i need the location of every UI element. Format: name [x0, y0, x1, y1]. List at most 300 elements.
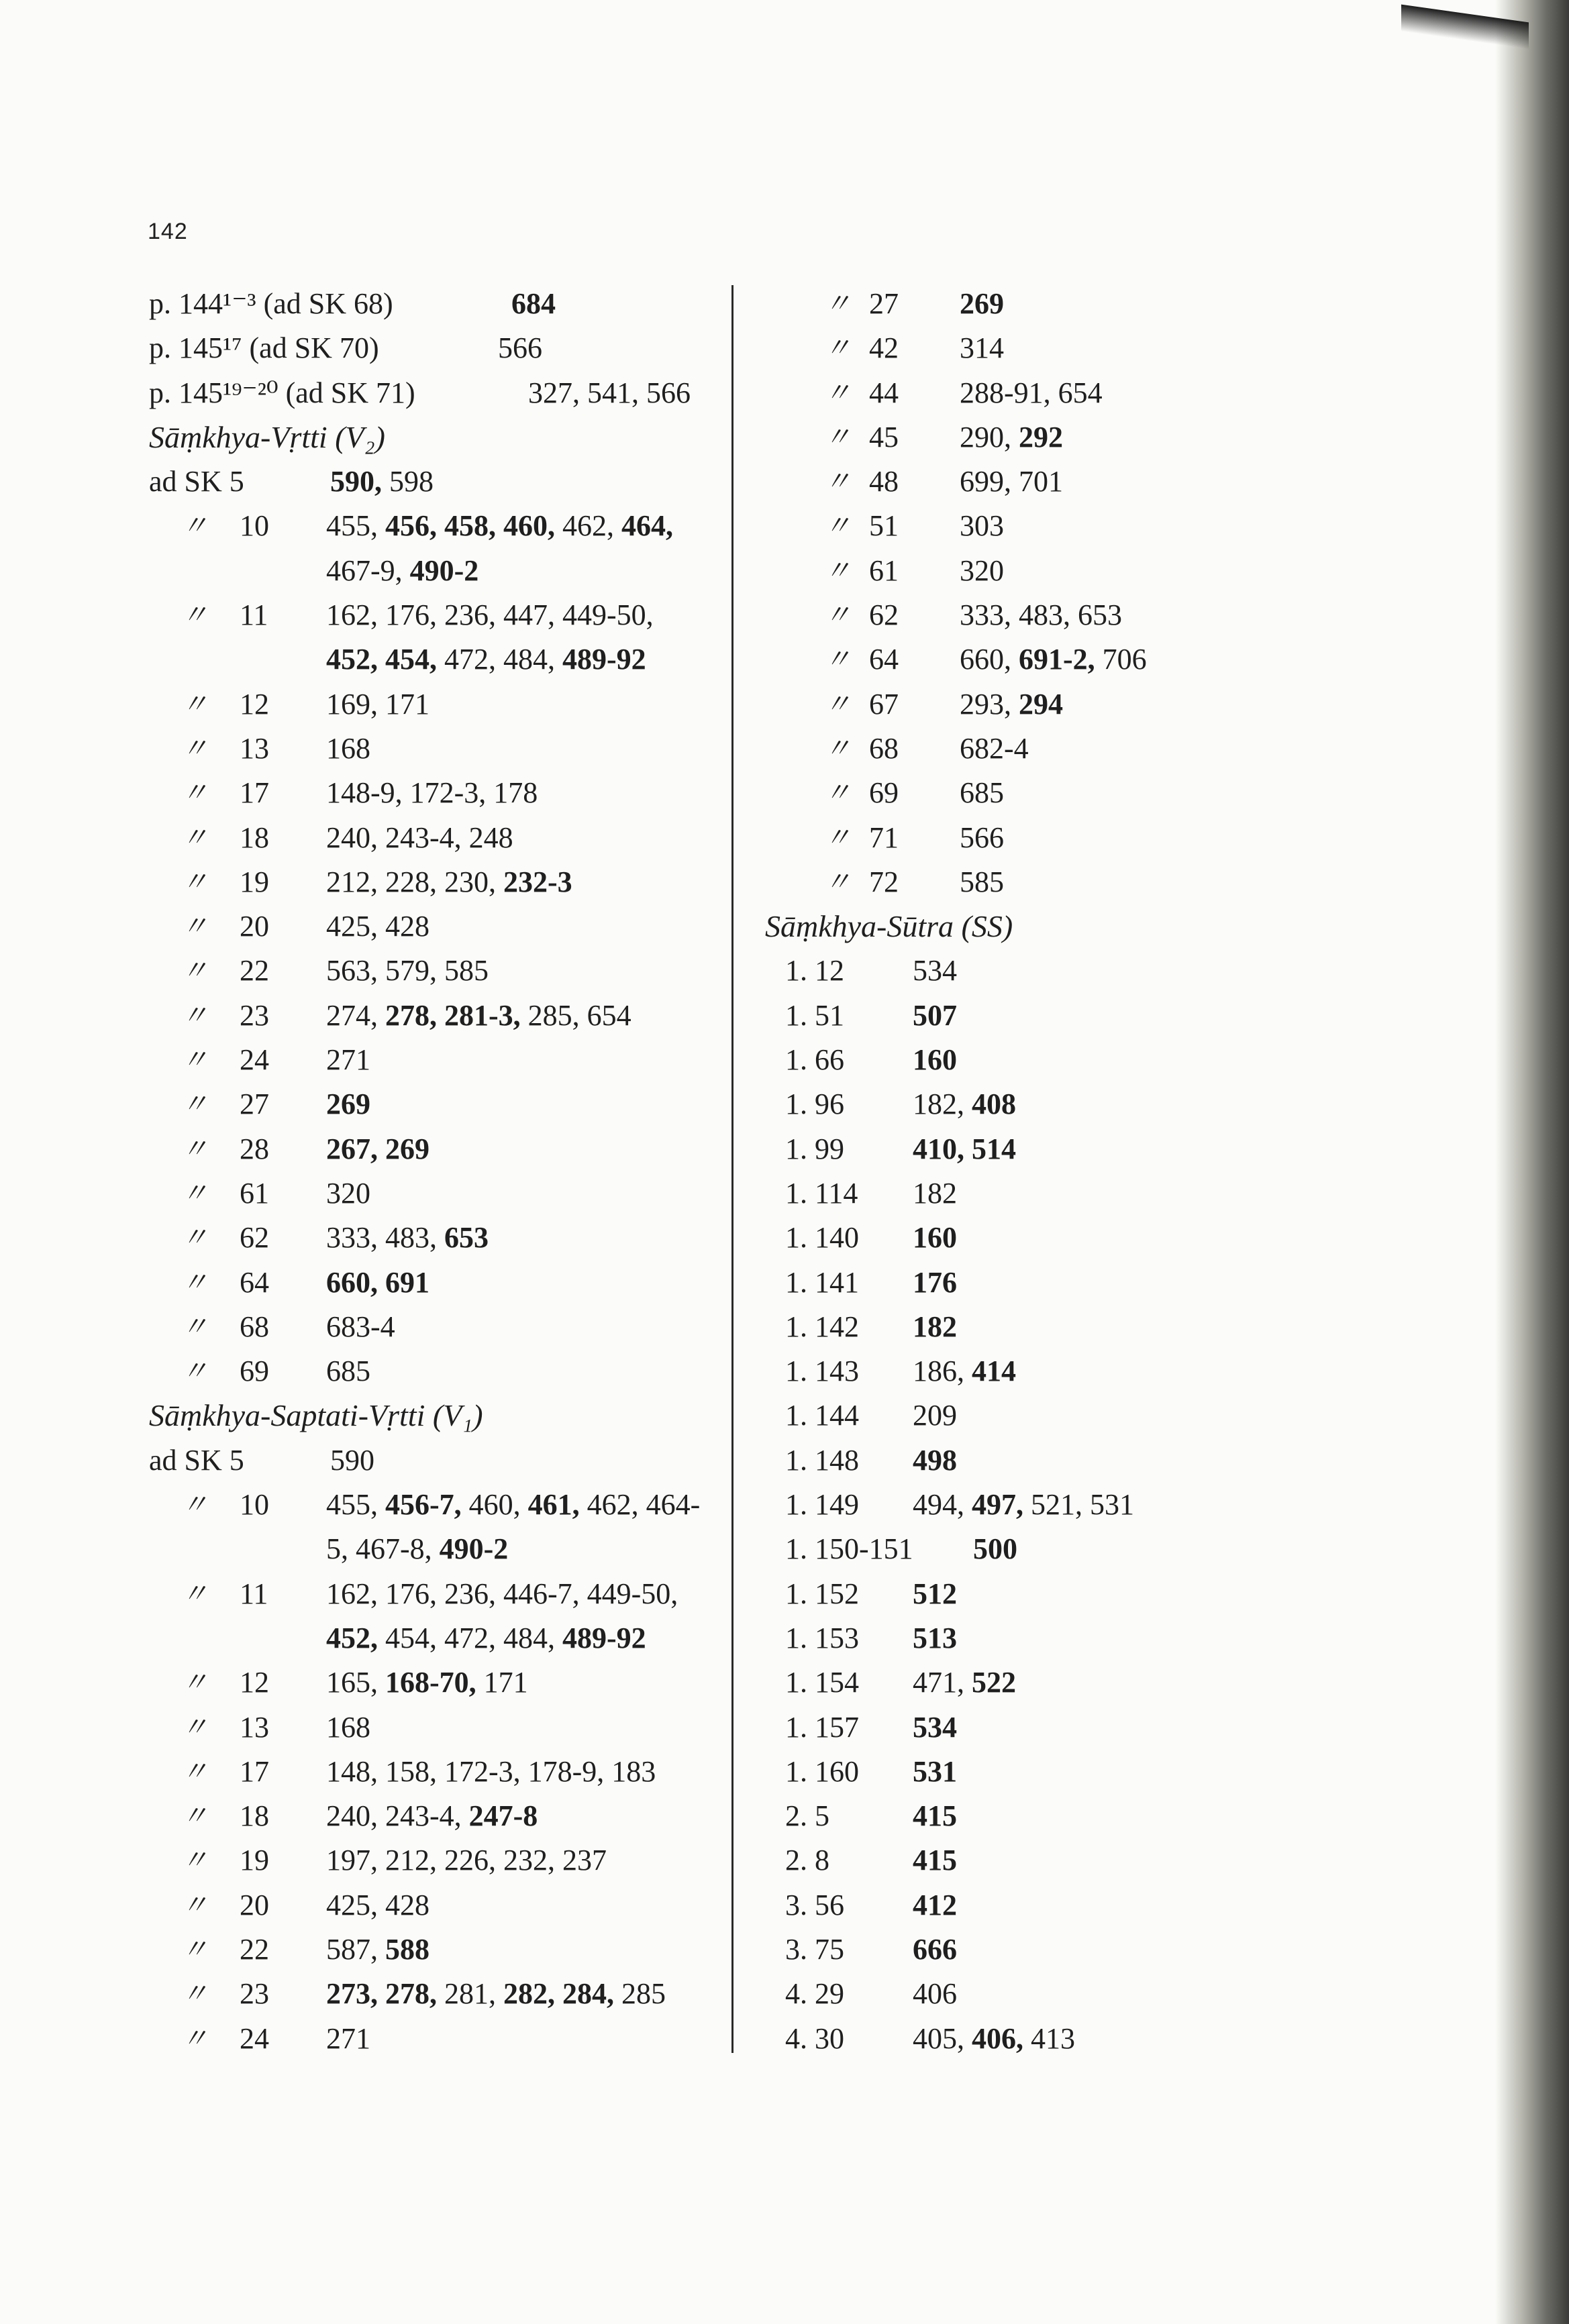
index-entry [765, 1527, 1369, 1571]
index-entry [149, 282, 719, 326]
index-entry [765, 1082, 1369, 1126]
page-references [326, 860, 572, 904]
verse-number: 72 [869, 865, 899, 898]
index-entry [149, 994, 719, 1038]
index-entry [765, 1171, 1369, 1216]
page-ref-bold: 660, 691 [326, 1265, 429, 1299]
page-ref-bold: 512 [913, 1577, 957, 1610]
page-references [960, 371, 1103, 415]
page-ref: 462, [555, 509, 621, 543]
verse-number: 24 [240, 2021, 269, 2055]
ditto-mark: 〃 [181, 2023, 208, 2054]
page-ref-bold: 684 [511, 287, 556, 320]
entry-reference: ad SK 5 [149, 1443, 244, 1477]
index-entry [765, 1438, 1369, 1483]
page-ref: 471, [913, 1666, 972, 1699]
page-ref: 566 [498, 331, 542, 365]
page-ref: 590 [330, 1443, 374, 1477]
page-ref-bold: 489-92 [562, 643, 646, 676]
index-entry [149, 1572, 719, 1616]
page-ref: 169, 171 [326, 687, 429, 721]
page-references [330, 1438, 374, 1483]
section-title: Sāṃkhya-Sūtra (SS) [765, 909, 1013, 944]
page-ref-bold: 232-3 [503, 865, 572, 898]
page-ref: 271 [326, 2021, 370, 2055]
ditto-mark: 〃 [824, 733, 851, 763]
sutra-number: 1. 153 [785, 1621, 859, 1654]
index-entry [149, 1171, 719, 1216]
ditto-mark: 〃 [824, 377, 851, 408]
page-references [913, 1838, 957, 1883]
page-ref: 660, [960, 643, 1019, 676]
index-entry [149, 682, 719, 727]
page-ref: 285, 654 [520, 998, 631, 1032]
index-entry [765, 637, 1369, 682]
index-entry [149, 549, 719, 593]
ditto-mark: 〃 [181, 1978, 208, 2009]
page-references [326, 1883, 429, 1927]
ditto-mark: 〃 [824, 466, 851, 497]
ditto-mark: 〃 [181, 733, 208, 763]
page-ref: 314 [960, 331, 1004, 365]
verse-number: 27 [869, 287, 899, 320]
page-ref-bold: 168-70, [385, 1666, 476, 1699]
page-ref: 197, 212, 226, 232, 237 [326, 1844, 607, 1877]
page-ref: 171 [476, 1666, 528, 1699]
verse-number: 67 [869, 687, 899, 721]
ditto-mark: 〃 [824, 822, 851, 853]
ditto-mark: 〃 [824, 688, 851, 719]
page-ref: 455, [326, 1488, 385, 1522]
ditto-mark: 〃 [181, 1133, 208, 1164]
page-ref: 699, 701 [960, 465, 1063, 498]
page-ref-bold: 489-92 [562, 1621, 646, 1654]
page-references [326, 1349, 370, 1393]
sutra-number: 1. 142 [785, 1310, 859, 1343]
page-ref-bold: 534 [913, 1710, 957, 1744]
verse-number: 71 [869, 821, 899, 854]
page-ref-bold: 531 [913, 1754, 957, 1788]
page-ref: 406 [913, 1977, 957, 2011]
page-ref: 209 [913, 1399, 957, 1432]
index-entry [765, 1216, 1369, 1260]
index-entry [149, 1038, 719, 1082]
page-references [913, 1794, 957, 1838]
page-ref: 162, 176, 236, 446-7, 449-50, [326, 1577, 678, 1610]
page-references [913, 1305, 957, 1349]
index-entry [149, 1438, 719, 1483]
page-ref: 413 [1023, 2021, 1075, 2055]
page-references [326, 1082, 370, 1126]
index-entry [765, 1705, 1369, 1750]
page-ref-bold: 292 [1019, 420, 1063, 454]
index-entry [765, 460, 1369, 504]
index-entry [765, 816, 1369, 860]
index-left-column [149, 282, 719, 2061]
page-references [326, 727, 370, 771]
sutra-number: 1. 143 [785, 1355, 859, 1388]
index-entry [149, 771, 719, 815]
verse-number: 61 [869, 553, 899, 587]
page-ref: 327, 541, 566 [528, 376, 691, 409]
index-entry [765, 860, 1369, 904]
page-ref-bold: 182 [913, 1310, 957, 1343]
verse-number: 17 [240, 1754, 269, 1788]
ditto-mark: 〃 [824, 778, 851, 808]
page-ref-bold: 490-2 [439, 1532, 509, 1566]
ditto-mark: 〃 [181, 911, 208, 942]
page-number: 142 [148, 219, 188, 244]
page-ref-bold: 408 [972, 1088, 1016, 1121]
page-ref-bold: 461, [527, 1488, 580, 1522]
page-ref: 467-9, [326, 553, 410, 587]
page-references [326, 1216, 489, 1260]
index-entry [149, 504, 719, 548]
page-references [973, 1527, 1017, 1571]
verse-number: 24 [240, 1043, 269, 1077]
index-entry [149, 1305, 719, 1349]
page-references [913, 1883, 957, 1927]
page-ref: 303 [960, 509, 1004, 543]
page-ref: 148, 158, 172-3, 178-9, 183 [326, 1754, 656, 1788]
index-entry [149, 1927, 719, 1972]
verse-number: 12 [240, 1666, 269, 1699]
ditto-mark: 〃 [824, 600, 851, 631]
page-ref: 598 [382, 465, 434, 498]
ditto-mark: 〃 [824, 555, 851, 586]
page-references [960, 460, 1063, 504]
page-ref: 168 [326, 731, 370, 765]
index-entry [149, 1972, 719, 2016]
ditto-mark: 〃 [181, 1356, 208, 1387]
verse-number: 10 [240, 509, 269, 543]
page-ref-bold: 500 [973, 1532, 1017, 1566]
page-ref: 521, 531 [1023, 1488, 1134, 1522]
sutra-number: 1. 66 [785, 1043, 844, 1077]
index-entry [149, 1750, 719, 1794]
page-ref: 271 [326, 1043, 370, 1077]
page-ref: 212, 228, 230, [326, 865, 503, 898]
sutra-number: 2. 8 [785, 1844, 829, 1877]
page-references [326, 1750, 656, 1794]
index-entry [765, 1127, 1369, 1171]
page-references [913, 1750, 957, 1794]
index-entry [149, 1883, 719, 1927]
page-ref: 168 [326, 1710, 370, 1744]
ditto-mark: 〃 [181, 1177, 208, 1208]
index-entry [149, 1483, 719, 1527]
page-references [913, 1261, 957, 1305]
verse-number: 20 [240, 1888, 269, 1921]
ditto-mark: 〃 [181, 822, 208, 853]
page-references [913, 1660, 1016, 1705]
index-entry [149, 1349, 719, 1393]
page-references [960, 549, 1004, 593]
sutra-number: 2. 5 [785, 1799, 829, 1833]
page-references [326, 593, 654, 637]
verse-number: 68 [240, 1310, 269, 1343]
sutra-number: 1. 144 [785, 1399, 859, 1432]
page-ref: 285 [614, 1977, 666, 2011]
verse-number: 23 [240, 1977, 269, 2011]
page-ref-bold: 456-7, [385, 1488, 462, 1522]
ditto-mark: 〃 [181, 1000, 208, 1031]
page-ref-bold: 497, [972, 1488, 1023, 1522]
index-entry [149, 1082, 719, 1126]
ditto-mark: 〃 [824, 511, 851, 541]
page-references [326, 771, 538, 815]
page-references [960, 682, 1063, 727]
page-ref: 425, 428 [326, 1888, 429, 1921]
sutra-number: 1. 114 [785, 1176, 858, 1210]
page-ref-bold: 294 [1019, 687, 1063, 721]
section-heading [149, 415, 719, 460]
ditto-mark: 〃 [181, 1801, 208, 1832]
ditto-mark: 〃 [181, 1311, 208, 1342]
page-ref: 706 [1095, 643, 1147, 676]
index-entry [765, 1261, 1369, 1305]
page-references [326, 904, 429, 949]
page-ref-bold: 273, 278, [326, 1977, 437, 2011]
ditto-mark: 〃 [181, 1711, 208, 1742]
sutra-number: 1. 12 [785, 954, 844, 988]
verse-number: 69 [240, 1355, 269, 1388]
page-references [913, 949, 957, 993]
page-references [913, 1483, 1134, 1527]
sutra-number: 1. 96 [785, 1088, 844, 1121]
verse-number: 64 [240, 1265, 269, 1299]
index-entry [149, 1616, 719, 1660]
page-ref-bold: 452, [326, 1621, 378, 1654]
index-entry [149, 1705, 719, 1750]
sutra-number: 1. 160 [785, 1754, 859, 1788]
entry-reference: p. 144¹⁻³ (ad SK 68) [149, 287, 393, 320]
page-ref-bold: 588 [385, 1932, 429, 1966]
verse-number: 12 [240, 687, 269, 721]
ditto-mark: 〃 [181, 1267, 208, 1298]
index-entry [765, 1038, 1369, 1082]
scan-edge-shadow [1495, 0, 1569, 2324]
page-references [330, 460, 434, 504]
entry-reference: p. 145¹⁹⁻²⁰ (ad SK 71) [149, 376, 415, 409]
page-ref-bold: 247-8 [468, 1799, 538, 1833]
page-ref: 494, [913, 1488, 972, 1522]
verse-number: 18 [240, 1799, 269, 1833]
sutra-number: 1. 99 [785, 1132, 844, 1165]
page-references [326, 1838, 607, 1883]
index-entry [149, 326, 719, 370]
section-title: Sāṃkhya-Vṛtti (V₂) [149, 419, 385, 454]
page-ref-bold: 278, 281-3, [385, 998, 521, 1032]
page-ref: 425, 428 [326, 910, 429, 943]
page-ref-bold: 415 [913, 1799, 957, 1833]
ditto-mark: 〃 [181, 1889, 208, 1920]
ditto-mark: 〃 [181, 1756, 208, 1787]
page-ref-bold: 410, 514 [913, 1132, 1016, 1165]
page-ref: 274, [326, 998, 385, 1032]
page-ref: 685 [960, 776, 1004, 810]
verse-number: 51 [869, 509, 899, 543]
ditto-mark: 〃 [824, 644, 851, 675]
page-references [913, 1438, 957, 1483]
sutra-number: 4. 30 [785, 2021, 844, 2055]
page-ref: 587, [326, 1932, 385, 1966]
verse-number: 11 [240, 1577, 268, 1610]
page-ref: 290, [960, 420, 1019, 454]
page-ref-bold: 498 [913, 1443, 957, 1477]
page-ref: 148-9, 172-3, 178 [326, 776, 538, 810]
index-entry [765, 682, 1369, 727]
index-entry [149, 371, 719, 415]
page-ref: 405, [913, 2021, 972, 2055]
index-entry [765, 1750, 1369, 1794]
page-references [960, 860, 1004, 904]
ditto-mark: 〃 [181, 511, 208, 541]
sutra-number: 1. 150-151 [785, 1532, 913, 1566]
index-entry [765, 1660, 1369, 1705]
page-ref-bold: 490-2 [409, 553, 479, 587]
page-ref: 460, [461, 1488, 528, 1522]
entry-reference: ad SK 5 [149, 465, 244, 498]
page-ref: 454, 472, 484, [378, 1621, 562, 1654]
page-ref: 320 [960, 553, 1004, 587]
page-ref-bold: 406, [972, 2021, 1023, 2055]
page-references [326, 1483, 700, 1527]
index-entry [149, 1794, 719, 1838]
index-entry [765, 771, 1369, 815]
page-references [326, 1794, 538, 1838]
page-references [913, 1705, 957, 1750]
page-ref: 685 [326, 1355, 370, 1388]
page-references [913, 1171, 957, 1216]
verse-number: 11 [240, 598, 268, 632]
section-heading [149, 1393, 719, 1438]
index-entry [149, 727, 719, 771]
page-ref-bold: 414 [972, 1355, 1016, 1388]
page-ref-bold: 412 [913, 1888, 957, 1921]
ditto-mark: 〃 [181, 1934, 208, 1964]
index-entry [149, 1216, 719, 1260]
verse-number: 19 [240, 1844, 269, 1877]
page-ref-bold: 269 [960, 287, 1004, 320]
ditto-mark: 〃 [181, 1578, 208, 1609]
index-entry [765, 1927, 1369, 1972]
sutra-number: 1. 140 [785, 1221, 859, 1255]
page-ref-bold: 176 [913, 1265, 957, 1299]
page-references [913, 1216, 957, 1260]
page-ref: 462, 464- [579, 1488, 701, 1522]
index-right-column [765, 282, 1369, 2061]
index-entry [765, 1972, 1369, 2016]
page-references [326, 1972, 666, 2016]
ditto-mark: 〃 [181, 688, 208, 719]
ditto-mark: 〃 [181, 1222, 208, 1253]
ditto-mark: 〃 [824, 866, 851, 897]
page-references [913, 1082, 1016, 1126]
verse-number: 68 [869, 731, 899, 765]
index-entry [765, 1794, 1369, 1838]
ditto-mark: 〃 [181, 955, 208, 986]
page-references [960, 637, 1147, 682]
page-references [326, 1171, 370, 1216]
page-ref-bold: 160 [913, 1043, 957, 1077]
verse-number: 62 [240, 1221, 269, 1255]
ditto-mark: 〃 [824, 288, 851, 319]
page-references [913, 1972, 957, 2016]
verse-number: 62 [869, 598, 899, 632]
page-references [326, 549, 478, 593]
verse-number: 69 [869, 776, 899, 810]
index-entry [149, 637, 719, 682]
page-references [913, 1616, 957, 1660]
page-ref: 182, [913, 1088, 972, 1121]
index-entry [149, 1527, 719, 1571]
page-references [326, 1127, 429, 1171]
index-entry [765, 326, 1369, 370]
section-heading [765, 904, 1369, 949]
verse-number: 44 [869, 376, 899, 409]
page-ref: 472, 484, [437, 643, 562, 676]
page-ref: 240, 243-4, 248 [326, 821, 513, 854]
index-entry [765, 549, 1369, 593]
verse-number: 42 [869, 331, 899, 365]
page-references [913, 2017, 1075, 2061]
page-references [960, 727, 1029, 771]
page-references [326, 1616, 646, 1660]
page-references [326, 949, 489, 993]
ditto-mark: 〃 [824, 421, 851, 452]
page-references [960, 282, 1004, 326]
page-ref-bold: 513 [913, 1621, 957, 1654]
verse-number: 27 [240, 1088, 269, 1121]
index-entry [765, 1393, 1369, 1438]
index-entry [765, 1883, 1369, 1927]
index-entry [149, 1261, 719, 1305]
page-references [326, 682, 429, 727]
index-entry [149, 904, 719, 949]
page-ref: 240, 243-4, [326, 1799, 469, 1833]
index-entry [765, 2017, 1369, 2061]
sutra-number: 1. 152 [785, 1577, 859, 1610]
index-entry [765, 1572, 1369, 1616]
page-references [913, 1349, 1016, 1393]
page-ref: 333, 483, 653 [960, 598, 1122, 632]
page-references [913, 1393, 957, 1438]
page-ref-bold: 691-2, [1019, 643, 1095, 676]
ditto-mark: 〃 [181, 1045, 208, 1075]
verse-number: 64 [869, 643, 899, 676]
page-references [913, 994, 957, 1038]
verse-number: 17 [240, 776, 269, 810]
ditto-mark: 〃 [181, 866, 208, 897]
sutra-number: 1. 141 [785, 1265, 859, 1299]
page-ref: 281, [437, 1977, 503, 2011]
page-ref-bold: 452, 454, [326, 643, 437, 676]
page-references [960, 504, 1004, 548]
sutra-number: 1. 149 [785, 1488, 859, 1522]
index-entry [149, 460, 719, 504]
index-entry [149, 1838, 719, 1883]
page-ref-bold: 160 [913, 1221, 957, 1255]
index-entry [765, 1616, 1369, 1660]
page-ref: 162, 176, 236, 447, 449-50, [326, 598, 654, 632]
index-entry [765, 282, 1369, 326]
page-ref: 566 [960, 821, 1004, 854]
page-ref-bold: 522 [972, 1666, 1016, 1699]
sutra-number: 4. 29 [785, 1977, 844, 2011]
page-references [498, 326, 542, 370]
index-entry [149, 2017, 719, 2061]
